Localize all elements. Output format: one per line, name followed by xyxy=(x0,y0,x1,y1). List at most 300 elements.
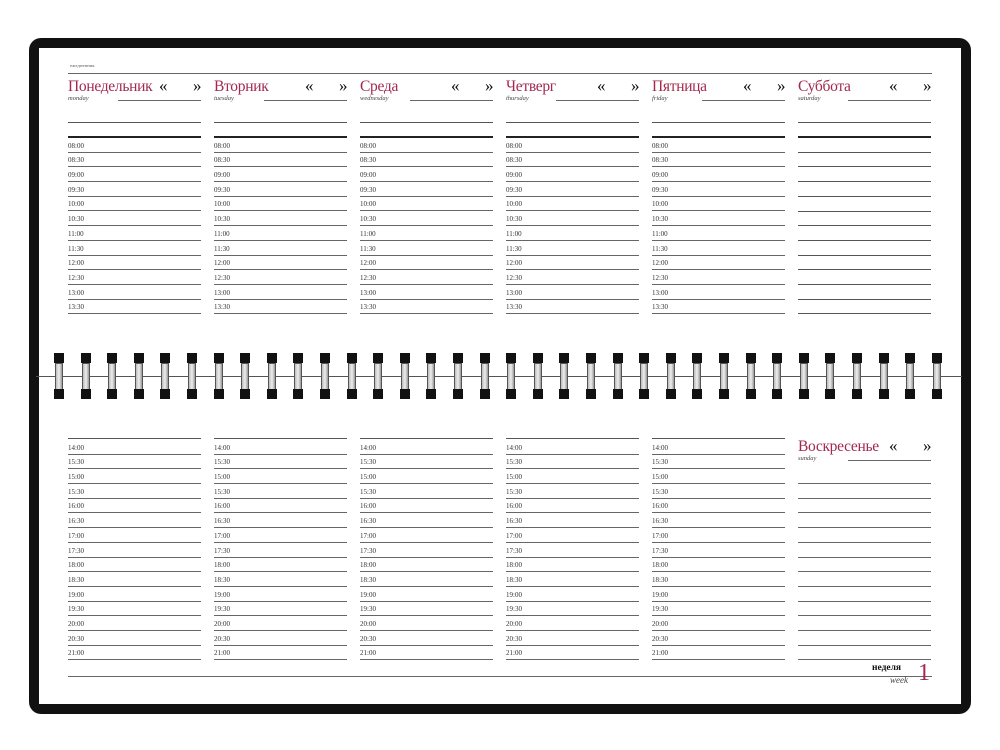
spiral-ring xyxy=(879,353,889,399)
note-line[interactable] xyxy=(798,527,931,528)
spiral-ring xyxy=(533,353,543,399)
time-slot[interactable] xyxy=(68,137,201,153)
time-label: 16:00 xyxy=(652,502,668,511)
time-slot[interactable] xyxy=(506,557,639,573)
time-slot[interactable] xyxy=(652,181,785,197)
time-label: 11:30 xyxy=(360,244,376,253)
time-label: 19:30 xyxy=(68,605,84,614)
time-label: 20:30 xyxy=(68,634,84,643)
week-label: неделя xyxy=(872,663,902,673)
time-slot[interactable] xyxy=(360,196,493,212)
time-slot[interactable] xyxy=(68,571,201,587)
time-slot[interactable] xyxy=(652,196,785,212)
time-label: 17:30 xyxy=(652,546,668,555)
time-slot[interactable] xyxy=(506,255,639,271)
note-line[interactable] xyxy=(798,659,931,660)
time-label: 15:00 xyxy=(68,473,84,482)
time-label: 12:00 xyxy=(652,259,668,268)
time-slot[interactable] xyxy=(506,630,639,646)
time-label: 09:00 xyxy=(652,171,668,180)
time-label: 11:00 xyxy=(360,229,376,238)
spiral-binding xyxy=(36,353,962,399)
time-slot[interactable] xyxy=(360,483,493,499)
time-slot[interactable] xyxy=(506,439,639,455)
time-slot[interactable] xyxy=(68,166,201,182)
note-line[interactable] xyxy=(652,122,785,123)
time-label: 18:00 xyxy=(214,561,230,570)
time-label: 12:30 xyxy=(652,273,668,282)
time-slot[interactable] xyxy=(652,630,785,646)
time-slot[interactable] xyxy=(652,255,785,271)
prev-day-arrow[interactable]: « xyxy=(305,76,314,95)
time-slot[interactable] xyxy=(360,630,493,646)
time-slot[interactable] xyxy=(214,255,347,271)
time-slot[interactable] xyxy=(506,211,639,227)
time-slot[interactable] xyxy=(68,645,201,661)
time-slot[interactable] xyxy=(506,615,639,631)
time-slot[interactable] xyxy=(652,166,785,182)
time-slot[interactable] xyxy=(214,152,347,168)
time-label: 09:30 xyxy=(360,185,376,194)
time-label: 16:30 xyxy=(360,517,376,526)
day-header xyxy=(214,78,347,106)
time-label: 18:00 xyxy=(506,561,522,570)
time-label: 09:30 xyxy=(214,185,230,194)
time-label: 10:30 xyxy=(68,215,84,224)
note-line[interactable] xyxy=(360,122,493,123)
time-label: 21:00 xyxy=(506,649,522,658)
time-slot[interactable] xyxy=(68,439,201,455)
spiral-ring xyxy=(54,353,64,399)
note-line[interactable] xyxy=(798,181,931,182)
time-label: 10:00 xyxy=(68,200,84,209)
time-slot[interactable] xyxy=(214,439,347,455)
next-day-arrow[interactable]: » xyxy=(777,76,786,95)
time-label: 09:00 xyxy=(214,171,230,180)
time-slot[interactable] xyxy=(652,483,785,499)
time-label: 13:30 xyxy=(214,303,230,312)
prev-day-arrow[interactable]: « xyxy=(451,76,460,95)
note-line[interactable] xyxy=(798,645,931,646)
time-slot[interactable] xyxy=(214,557,347,573)
time-slot[interactable] xyxy=(360,255,493,271)
time-slot[interactable] xyxy=(652,269,785,285)
spiral-ring xyxy=(639,353,649,399)
note-line[interactable] xyxy=(214,122,347,123)
time-slot[interactable] xyxy=(652,152,785,168)
time-slot[interactable] xyxy=(360,513,493,529)
note-line[interactable] xyxy=(798,136,931,138)
time-label: 16:30 xyxy=(68,517,84,526)
time-label: 16:00 xyxy=(214,502,230,511)
note-line[interactable] xyxy=(798,601,931,602)
time-label: 10:00 xyxy=(652,200,668,209)
time-label: 15:30 xyxy=(214,487,230,496)
note-line[interactable] xyxy=(798,225,931,226)
time-label: 14:00 xyxy=(68,443,84,452)
day-name: Воскресенье xyxy=(798,438,879,455)
time-slot[interactable] xyxy=(360,615,493,631)
time-slot[interactable] xyxy=(360,225,493,241)
next-day-arrow[interactable]: » xyxy=(485,76,494,95)
time-slot[interactable] xyxy=(68,601,201,617)
note-line[interactable] xyxy=(798,152,931,153)
time-label: 12:30 xyxy=(214,273,230,282)
day-name: Среда xyxy=(360,78,399,95)
prev-day-arrow[interactable]: « xyxy=(889,436,898,455)
time-slot[interactable] xyxy=(214,284,347,300)
time-label: 19:30 xyxy=(360,605,376,614)
time-slot[interactable] xyxy=(360,299,493,315)
next-day-arrow[interactable]: » xyxy=(923,76,932,95)
spiral-ring xyxy=(81,353,91,399)
time-label: 15:30 xyxy=(652,458,668,467)
next-day-arrow[interactable]: » xyxy=(923,436,932,455)
time-label: 09:30 xyxy=(506,185,522,194)
time-label: 11:00 xyxy=(214,229,230,238)
time-slot[interactable] xyxy=(506,269,639,285)
time-label: 13:00 xyxy=(360,288,376,297)
spiral-ring xyxy=(719,353,729,399)
time-label: 19:00 xyxy=(360,590,376,599)
time-label: 09:00 xyxy=(68,171,84,180)
time-slot[interactable] xyxy=(214,542,347,558)
spiral-ring xyxy=(932,353,942,399)
time-slot[interactable] xyxy=(214,454,347,470)
time-slot[interactable] xyxy=(214,571,347,587)
time-label: 15:30 xyxy=(68,487,84,496)
time-slot[interactable] xyxy=(68,498,201,514)
day-name: Четверг xyxy=(506,78,556,95)
note-line[interactable] xyxy=(798,542,931,543)
time-label: 08:30 xyxy=(68,156,84,165)
time-label: 11:00 xyxy=(652,229,668,238)
time-slot[interactable] xyxy=(68,211,201,227)
time-label: 13:00 xyxy=(214,288,230,297)
time-slot[interactable] xyxy=(214,498,347,514)
time-label: 11:30 xyxy=(68,244,84,253)
day-subtitle: saturday xyxy=(798,95,821,102)
time-slot[interactable] xyxy=(214,601,347,617)
time-slot[interactable] xyxy=(360,211,493,227)
time-slot[interactable] xyxy=(506,571,639,587)
time-slot[interactable] xyxy=(652,542,785,558)
time-label: 08:00 xyxy=(506,141,522,150)
time-slot[interactable] xyxy=(68,454,201,470)
time-slot[interactable] xyxy=(68,468,201,484)
date-line xyxy=(848,460,931,461)
time-slot[interactable] xyxy=(214,196,347,212)
time-slot[interactable] xyxy=(214,645,347,661)
prev-day-arrow[interactable]: « xyxy=(597,76,606,95)
time-label: 15:30 xyxy=(652,487,668,496)
next-day-arrow[interactable]: » xyxy=(193,76,202,95)
note-line[interactable] xyxy=(798,483,931,484)
time-label: 10:30 xyxy=(360,215,376,224)
date-line xyxy=(410,100,493,101)
footer-rule xyxy=(68,676,932,677)
time-slot[interactable] xyxy=(360,269,493,285)
note-line[interactable] xyxy=(68,122,201,123)
time-slot[interactable] xyxy=(652,513,785,529)
time-slot[interactable] xyxy=(652,527,785,543)
time-label: 12:00 xyxy=(360,259,376,268)
time-slot[interactable] xyxy=(68,152,201,168)
time-label: 19:00 xyxy=(506,590,522,599)
time-slot[interactable] xyxy=(214,211,347,227)
time-slot[interactable] xyxy=(506,152,639,168)
note-line[interactable] xyxy=(798,240,931,241)
time-slot[interactable] xyxy=(506,454,639,470)
day-name: Вторник xyxy=(214,78,269,95)
time-slot[interactable] xyxy=(68,527,201,543)
time-slot[interactable] xyxy=(506,225,639,241)
date-line xyxy=(118,100,201,101)
time-slot[interactable] xyxy=(652,137,785,153)
note-line[interactable] xyxy=(798,166,931,167)
time-slot[interactable] xyxy=(360,645,493,661)
time-slot[interactable] xyxy=(68,299,201,315)
time-label: 19:30 xyxy=(652,605,668,614)
time-slot[interactable] xyxy=(506,166,639,182)
note-line[interactable] xyxy=(798,255,931,256)
time-slot[interactable] xyxy=(506,468,639,484)
time-slot[interactable] xyxy=(652,225,785,241)
time-slot[interactable] xyxy=(214,513,347,529)
time-label: 17:00 xyxy=(360,531,376,540)
time-slot[interactable] xyxy=(214,181,347,197)
time-label: 17:30 xyxy=(214,546,230,555)
time-slot[interactable] xyxy=(506,240,639,256)
time-label: 13:30 xyxy=(360,303,376,312)
time-slot[interactable] xyxy=(68,196,201,212)
time-slot[interactable] xyxy=(68,483,201,499)
time-slot[interactable] xyxy=(68,269,201,285)
time-label: 16:30 xyxy=(214,517,230,526)
time-slot[interactable] xyxy=(652,299,785,315)
time-slot[interactable] xyxy=(506,284,639,300)
note-line[interactable] xyxy=(798,498,931,499)
time-slot[interactable] xyxy=(68,557,201,573)
time-slot[interactable] xyxy=(214,225,347,241)
time-label: 20:00 xyxy=(652,620,668,629)
time-slot[interactable] xyxy=(506,527,639,543)
time-slot[interactable] xyxy=(652,498,785,514)
time-slot[interactable] xyxy=(214,527,347,543)
time-slot[interactable] xyxy=(214,269,347,285)
time-slot[interactable] xyxy=(652,240,785,256)
prev-day-arrow[interactable]: « xyxy=(889,76,898,95)
time-slot[interactable] xyxy=(214,586,347,602)
note-line[interactable] xyxy=(798,586,931,587)
time-label: 20:00 xyxy=(506,620,522,629)
time-label: 14:00 xyxy=(214,443,230,452)
time-label: 11:00 xyxy=(68,229,84,238)
time-label: 14:00 xyxy=(506,443,522,452)
note-line[interactable] xyxy=(798,571,931,572)
time-label: 13:00 xyxy=(652,288,668,297)
prev-day-arrow[interactable]: « xyxy=(159,76,168,95)
time-slot[interactable] xyxy=(506,196,639,212)
time-slot[interactable] xyxy=(360,601,493,617)
time-label: 12:00 xyxy=(214,259,230,268)
time-slot[interactable] xyxy=(506,299,639,315)
time-slot[interactable] xyxy=(652,284,785,300)
time-label: 10:00 xyxy=(214,200,230,209)
time-slot[interactable] xyxy=(68,586,201,602)
time-slot[interactable] xyxy=(506,586,639,602)
time-label: 13:30 xyxy=(68,303,84,312)
spiral-ring xyxy=(160,353,170,399)
time-slot[interactable] xyxy=(652,468,785,484)
time-label: 10:30 xyxy=(214,215,230,224)
time-slot[interactable] xyxy=(214,630,347,646)
spiral-ring xyxy=(852,353,862,399)
time-slot[interactable] xyxy=(68,240,201,256)
day-name: Пятница xyxy=(652,78,707,95)
time-slot[interactable] xyxy=(360,284,493,300)
note-line[interactable] xyxy=(798,630,931,631)
time-label: 20:30 xyxy=(506,634,522,643)
time-slot[interactable] xyxy=(214,166,347,182)
time-label: 12:00 xyxy=(506,259,522,268)
time-slot[interactable] xyxy=(68,284,201,300)
time-slot[interactable] xyxy=(214,615,347,631)
time-slot[interactable] xyxy=(652,439,785,455)
date-line xyxy=(702,100,785,101)
time-slot[interactable] xyxy=(68,181,201,197)
time-slot[interactable] xyxy=(214,240,347,256)
time-slot[interactable] xyxy=(360,557,493,573)
time-label: 08:00 xyxy=(68,141,84,150)
time-slot[interactable] xyxy=(360,166,493,182)
time-label: 15:00 xyxy=(506,473,522,482)
time-slot[interactable] xyxy=(68,542,201,558)
time-label: 12:30 xyxy=(360,273,376,282)
note-line[interactable] xyxy=(798,211,931,212)
time-slot[interactable] xyxy=(360,240,493,256)
time-slot[interactable] xyxy=(506,498,639,514)
time-slot[interactable] xyxy=(506,483,639,499)
note-line[interactable] xyxy=(798,557,931,558)
time-slot[interactable] xyxy=(360,137,493,153)
time-label: 15:30 xyxy=(360,458,376,467)
time-slot[interactable] xyxy=(506,645,639,661)
time-slot[interactable] xyxy=(506,137,639,153)
time-label: 17:30 xyxy=(360,546,376,555)
time-label: 20:30 xyxy=(360,634,376,643)
day-name: Суббота xyxy=(798,78,851,95)
time-label: 17:30 xyxy=(506,546,522,555)
time-label: 18:00 xyxy=(68,561,84,570)
time-slot[interactable] xyxy=(360,586,493,602)
time-slot[interactable] xyxy=(68,615,201,631)
spiral-ring xyxy=(905,353,915,399)
time-label: 15:00 xyxy=(214,473,230,482)
time-slot[interactable] xyxy=(652,645,785,661)
time-label: 18:30 xyxy=(214,575,230,584)
time-slot[interactable] xyxy=(652,454,785,470)
time-slot[interactable] xyxy=(360,152,493,168)
time-label: 10:30 xyxy=(652,215,668,224)
time-slot[interactable] xyxy=(360,181,493,197)
time-slot[interactable] xyxy=(652,557,785,573)
note-line[interactable] xyxy=(798,269,931,270)
note-line[interactable] xyxy=(798,299,931,300)
time-slot[interactable] xyxy=(360,439,493,455)
time-label: 15:00 xyxy=(652,473,668,482)
note-line[interactable] xyxy=(798,284,931,285)
time-slot[interactable] xyxy=(360,468,493,484)
note-line[interactable] xyxy=(506,122,639,123)
date-line xyxy=(848,100,931,101)
spiral-ring xyxy=(214,353,224,399)
time-slot[interactable] xyxy=(360,527,493,543)
time-slot[interactable] xyxy=(68,513,201,529)
time-slot[interactable] xyxy=(360,454,493,470)
time-slot[interactable] xyxy=(68,225,201,241)
time-slot[interactable] xyxy=(652,211,785,227)
time-slot[interactable] xyxy=(506,513,639,529)
time-slot[interactable] xyxy=(214,137,347,153)
spiral-ring xyxy=(453,353,463,399)
brand-small-text: ежедневник xyxy=(70,63,95,68)
time-label: 13:30 xyxy=(652,303,668,312)
note-line[interactable] xyxy=(798,615,931,616)
time-slot[interactable] xyxy=(214,468,347,484)
time-slot[interactable] xyxy=(652,586,785,602)
time-slot[interactable] xyxy=(214,483,347,499)
time-label: 18:30 xyxy=(652,575,668,584)
next-day-arrow[interactable]: » xyxy=(339,76,348,95)
note-line[interactable] xyxy=(798,122,931,123)
sunday-header xyxy=(798,438,931,466)
time-slot[interactable] xyxy=(506,181,639,197)
time-label: 08:30 xyxy=(506,156,522,165)
time-slot[interactable] xyxy=(652,615,785,631)
time-slot[interactable] xyxy=(506,601,639,617)
header-rule xyxy=(68,73,932,74)
time-label: 16:00 xyxy=(506,502,522,511)
time-label: 10:30 xyxy=(506,215,522,224)
time-label: 14:00 xyxy=(360,443,376,452)
time-label: 20:30 xyxy=(652,634,668,643)
time-label: 10:00 xyxy=(360,200,376,209)
note-line[interactable] xyxy=(798,313,931,314)
time-label: 19:00 xyxy=(214,590,230,599)
time-label: 17:00 xyxy=(506,531,522,540)
time-slot[interactable] xyxy=(360,571,493,587)
time-slot[interactable] xyxy=(360,498,493,514)
time-slot[interactable] xyxy=(506,542,639,558)
time-slot[interactable] xyxy=(360,542,493,558)
time-slot[interactable] xyxy=(68,630,201,646)
time-slot[interactable] xyxy=(652,571,785,587)
note-line[interactable] xyxy=(798,196,931,197)
spiral-ring xyxy=(825,353,835,399)
time-slot[interactable] xyxy=(214,299,347,315)
time-label: 16:00 xyxy=(360,502,376,511)
note-line[interactable] xyxy=(798,512,931,513)
next-day-arrow[interactable]: » xyxy=(631,76,640,95)
prev-day-arrow[interactable]: « xyxy=(743,76,752,95)
time-label: 09:30 xyxy=(652,185,668,194)
time-label: 17:00 xyxy=(214,531,230,540)
time-slot[interactable] xyxy=(68,255,201,271)
spiral-ring xyxy=(799,353,809,399)
time-label: 12:00 xyxy=(68,259,84,268)
time-slot[interactable] xyxy=(652,601,785,617)
